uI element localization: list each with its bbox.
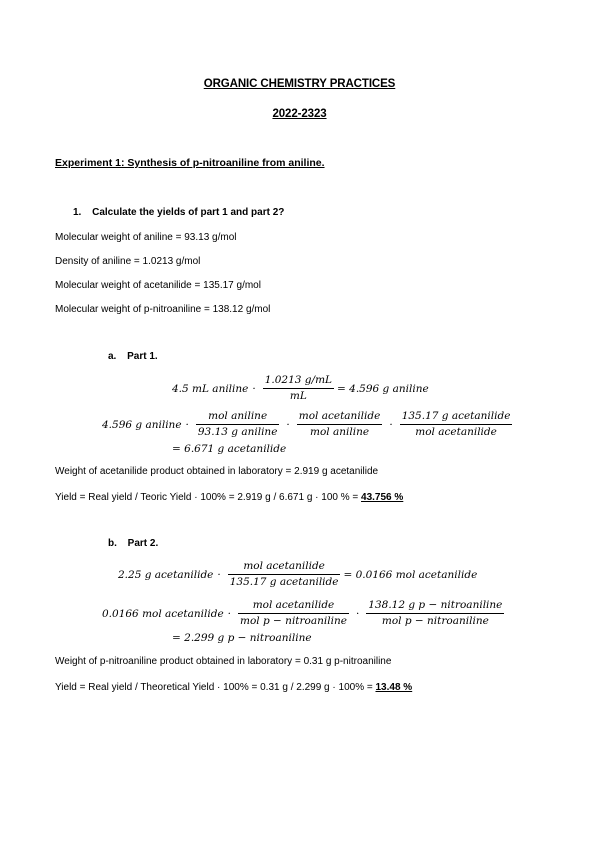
- part1-eq1-lhs: 4.5 mL aniline: [172, 382, 249, 395]
- document-title: ORGANIC CHEMISTRY PRACTICES: [203, 78, 396, 90]
- part1-eq1-fraction: [263, 373, 334, 404]
- part2-label: [108, 538, 158, 549]
- experiment-heading: Experiment 1: Synthesis of p-nitroaniline from aniline.: [55, 157, 325, 169]
- part2-eq2-fraction-1: [238, 598, 349, 629]
- part2-eq1-result: = 0.0166 mol acetanilide: [343, 568, 478, 581]
- fraction-numerator: 1.0213 g/mL: [263, 373, 334, 389]
- fraction-numerator: mol acetanilide: [228, 559, 341, 575]
- part1-eq2-fraction-3: [400, 409, 513, 440]
- part1-eq2-fraction-1: [196, 409, 280, 440]
- part1-yield-text: Yield = Real yield / Teoric Yield · 100% = 2.919 g / 6.671 g · 100 % =: [55, 492, 362, 503]
- fraction-numerator: 135.17 g acetanilide: [400, 409, 513, 425]
- data-line-nitroaniline-mw: Molecular weight of p-nitroaniline = 138.12 g/mol: [55, 304, 271, 315]
- fraction-numerator: mol acetanilide: [297, 409, 383, 425]
- part2-equation-1: [118, 559, 477, 590]
- part2-eq2-result: = 2.299 g p − nitroaniline: [172, 632, 312, 644]
- part2-equation-2: [102, 598, 507, 629]
- fraction-denominator: mol acetanilide: [415, 426, 497, 438]
- part2-yield-line: [55, 682, 412, 693]
- part2-weight-line: Weight of p-nitroaniline product obtained in laboratory = 0.31 g p-nitroaniline: [55, 656, 392, 667]
- part1-letter: a.: [108, 351, 117, 362]
- multiply-dot: ·: [217, 568, 221, 581]
- part1-eq2-lhs: 4.596 g aniline: [102, 418, 182, 431]
- part1-eq2-fraction-2: [297, 409, 383, 440]
- question-text: Calculate the yields of part 1 and part 2?: [92, 207, 285, 218]
- multiply-dot: ·: [389, 418, 393, 431]
- part1-yield-line: [55, 492, 403, 503]
- part1-yield-value: 43.756 %: [361, 492, 404, 503]
- multiply-dot: ·: [286, 418, 290, 431]
- fraction-denominator: mol p − nitroaniline: [240, 615, 347, 627]
- document-years: 2022-2323: [272, 108, 327, 120]
- part2-yield-text: Yield = Real yield / Theoretical Yield · 100% = 0.31 g / 2.299 g · 100% =: [55, 682, 376, 693]
- data-line-aniline-mw: Molecular weight of aniline = 93.13 g/mol: [55, 232, 237, 243]
- part1-weight-line: Weight of acetanilide product obtained in laboratory = 2.919 g acetanilide: [55, 466, 379, 477]
- fraction-numerator: mol acetanilide: [238, 598, 349, 614]
- part1-eq1-result: = 4.596 g aniline: [337, 382, 429, 395]
- fraction-denominator: mol p − nitroaniline: [381, 615, 489, 627]
- multiply-dot: ·: [227, 607, 232, 620]
- part2-eq1-lhs: 2.25 g acetanilide: [118, 568, 214, 581]
- multiply-dot: ·: [252, 382, 256, 395]
- fraction-denominator: mol aniline: [310, 426, 370, 438]
- question-number: 1.: [73, 207, 82, 218]
- fraction-denominator: 135.17 g acetanilide: [229, 576, 339, 588]
- part2-title: Part 2.: [127, 538, 159, 549]
- fraction-numerator: mol aniline: [196, 409, 280, 425]
- part1-title: Part 1.: [127, 351, 158, 362]
- part2-letter: b.: [108, 538, 117, 549]
- question: [73, 207, 284, 218]
- multiply-dot: ·: [355, 607, 360, 620]
- part2-yield-value: 13.48 %: [375, 682, 413, 693]
- part1-equation-1: [172, 373, 429, 404]
- data-line-acetanilide-mw: Molecular weight of acetanilide = 135.17 g/mol: [55, 280, 261, 291]
- part1-eq2-result: = 6.671 g acetanilide: [172, 443, 287, 455]
- part2-eq2-lhs: 0.0166 mol acetanilide: [102, 607, 224, 620]
- data-line-aniline-density: Density of aniline = 1.0213 g/mol: [55, 256, 201, 267]
- fraction-numerator: 138.12 g p − nitroaniline: [366, 598, 504, 614]
- part1-equation-2: [102, 409, 515, 440]
- multiply-dot: ·: [185, 418, 189, 431]
- part1-label: [108, 351, 158, 362]
- part2-eq2-fraction-2: [366, 598, 504, 629]
- fraction-denominator: 93.13 g aniline: [197, 426, 278, 438]
- fraction-denominator: mL: [289, 390, 307, 402]
- part2-eq1-fraction: [228, 559, 341, 590]
